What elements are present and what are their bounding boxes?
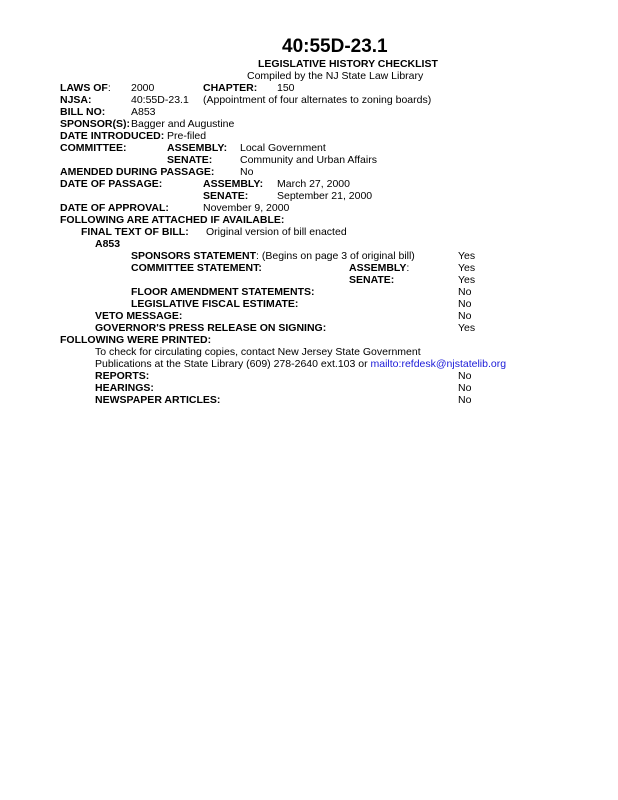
date-of-approval-label: DATE OF APPROVAL: xyxy=(60,202,169,214)
bill-id: A853 xyxy=(95,238,121,250)
date-introduced-label: DATE INTRODUCED: xyxy=(60,130,165,142)
sponsors-statement-label: SPONSORS STATEMENT xyxy=(131,250,257,262)
passage-senate-value: September 21, 2000 xyxy=(277,190,373,202)
document-subtitle: LEGISLATIVE HISTORY CHECKLIST xyxy=(258,58,438,70)
committee-statement-senate-label: SENATE: xyxy=(349,274,395,286)
press-release-value: Yes xyxy=(458,322,476,334)
njsa-label: NJSA: xyxy=(60,94,92,106)
fiscal-estimate-value: No xyxy=(458,298,472,310)
chapter-label: CHAPTER: xyxy=(203,82,258,94)
passage-assembly-value: March 27, 2000 xyxy=(277,178,350,190)
date-of-approval-value: November 9, 2000 xyxy=(203,202,290,214)
laws-of-colon: : xyxy=(107,82,111,94)
fiscal-estimate-label: LEGISLATIVE FISCAL ESTIMATE: xyxy=(131,298,299,310)
committee-senate-label: SENATE: xyxy=(167,154,213,166)
amended-value: No xyxy=(240,166,254,178)
email-link[interactable]: mailto:refdesk@njstatelib.org xyxy=(370,358,507,370)
printed-heading: FOLLOWING WERE PRINTED: xyxy=(60,334,212,346)
printed-note-line2 xyxy=(95,358,506,370)
committee-assembly-value: Local Government xyxy=(240,142,326,154)
laws-of-label: LAWS OF xyxy=(60,82,108,94)
bill-no-label: BILL NO: xyxy=(60,106,106,118)
committee-statement-assembly-value: Yes xyxy=(458,262,476,274)
reports-value: No xyxy=(458,370,472,382)
sponsors-statement-value: Yes xyxy=(458,250,476,262)
page-title: 40:55D-23.1 xyxy=(282,36,388,57)
printed-note-line1: To check for circulating copies, contact New Jersey State Government xyxy=(95,346,421,358)
passage-assembly-label: ASSEMBLY: xyxy=(203,178,264,190)
newspaper-articles-value: No xyxy=(458,394,472,406)
passage-senate-label: SENATE: xyxy=(203,190,249,202)
committee-statement-assembly-label: ASSEMBLY xyxy=(349,262,407,274)
hearings-value: No xyxy=(458,382,472,394)
date-introduced-value: Pre-filed xyxy=(167,130,207,142)
bill-no-value: A853 xyxy=(131,106,156,118)
press-release-label: GOVERNOR'S PRESS RELEASE ON SIGNING: xyxy=(95,322,327,334)
committee-label: COMMITTEE: xyxy=(60,142,127,154)
sponsors-statement-note: : (Begins on page 3 of original bill) xyxy=(256,250,415,262)
sponsors-value: Bagger and Augustine xyxy=(131,118,235,130)
chapter-value: 150 xyxy=(277,82,295,94)
committee-assembly-label: ASSEMBLY: xyxy=(167,142,228,154)
floor-amendment-label: FLOOR AMENDMENT STATEMENTS: xyxy=(131,286,315,298)
laws-of-value: 2000 xyxy=(131,82,155,94)
attached-heading: FOLLOWING ARE ATTACHED IF AVAILABLE: xyxy=(60,214,285,226)
njsa-value: 40:55D-23.1 xyxy=(131,94,189,106)
njsa-description: (Appointment of four alternates to zoning boards) xyxy=(203,94,432,106)
hearings-label: HEARINGS: xyxy=(95,382,154,394)
final-text-value: Original version of bill enacted xyxy=(206,226,347,238)
committee-senate-value: Community and Urban Affairs xyxy=(240,154,377,166)
laws-of-row xyxy=(60,82,111,94)
final-text-label: FINAL TEXT OF BILL: xyxy=(81,226,189,238)
sponsors-label: SPONSOR(S): xyxy=(60,118,131,130)
sponsors-statement-row xyxy=(131,250,415,262)
committee-statement-label: COMMITTEE STATEMENT: xyxy=(131,262,262,274)
amended-label: AMENDED DURING PASSAGE: xyxy=(60,166,215,178)
veto-message-label: VETO MESSAGE: xyxy=(95,310,183,322)
committee-statement-senate-value: Yes xyxy=(458,274,476,286)
date-of-passage-label: DATE OF PASSAGE: xyxy=(60,178,163,190)
compiled-by: Compiled by the NJ State Law Library xyxy=(247,70,424,82)
printed-note-text: Publications at the State Library (609) 278-2640 ext.103 or xyxy=(95,358,371,370)
floor-amendment-value: No xyxy=(458,286,472,298)
committee-statement-assembly-colon: : xyxy=(406,262,410,274)
newspaper-articles-label: NEWSPAPER ARTICLES: xyxy=(95,394,221,406)
committee-statement-assembly xyxy=(349,262,409,274)
veto-message-value: No xyxy=(458,310,472,322)
reports-label: REPORTS: xyxy=(95,370,150,382)
